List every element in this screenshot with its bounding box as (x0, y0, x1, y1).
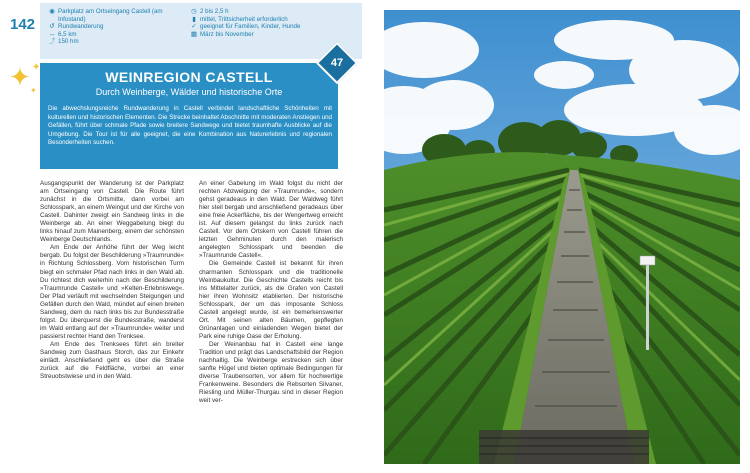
body-paragraph: Am Ende des Trenksees führt ein breiter Sandweg zum Gasthaus Storch, das zur Einkehr einlädt. Anschließend geht es über die Straße zurück auf die Feldfläche, vorbei an einer Streuobstwiese und in den Wald. (40, 340, 184, 381)
info-column-left (48, 8, 186, 46)
info-route-type: ↺ Rundwanderung (49, 23, 104, 31)
calendar-icon: ▦ (190, 30, 198, 38)
gate (479, 430, 649, 464)
sign-board (640, 256, 655, 265)
info-duration: ◷ 2 bis 2,5 h (191, 8, 229, 15)
info-column-right (190, 8, 358, 38)
info-suitability: ✓ geeignet für Familien, Kinder, Hunde (191, 23, 301, 31)
body-paragraph: Die Gemeinde Castell ist bekannt für ihren charmanten Schlosspark und die traditionelle Weinbaukultur. Die Geschichte Castells reicht bis ins Mittelalter zurück, als die Grafen von Castell hier ihren Wohnsitz etablierten. Der historische Schlosspark, der um das imposante Schloss Castell angelegt wurde, ist ein bemerkenswerter Ort. Mit seinen alten Bäumen, gepflegten Grünanlagen und einladenden Wegen bietet der Park eine ruhige Oase der Erholung. (199, 260, 343, 340)
info-elevation: ⤴ 150 hm (48, 38, 79, 46)
sparkle-small-icon: ✦ (30, 86, 37, 95)
vineyard-photo (384, 10, 740, 464)
elevation-icon: ⤴ (48, 38, 56, 46)
vineyard-photo-illustration (384, 10, 740, 464)
body-paragraph: Ausgangspunkt der Wanderung ist der Parkplatz am Ortseingang von Castell. Die Route führt zunächst in die Ortsmitte, dann vorbei am Schlosspark, an einem Weingut und der Kirche von Castell. Dahinter zweigt ein Sandweg links in die Weinberge ab. An einer Weggabelung biegt du links hinauf zum Mainenberg, einem der schönsten Weinberge Deutschlands. (40, 180, 184, 244)
info-difficulty: ▮ mittel, Trittsicherheit erforderlich (190, 16, 358, 24)
body-column-left (40, 180, 184, 381)
difficulty-icon: ▮ (192, 15, 196, 23)
page-number: 142 (10, 16, 36, 33)
body-column-right (199, 180, 343, 405)
tour-subtitle: Durch Weinberge, Wälder und historische Orte (95, 87, 283, 97)
tour-title-box (40, 63, 338, 169)
tour-intro: Die abwechslungsreiche Rundwanderung in Castell verbindet landschaftliche Schönheiten mit kulturellen und historischen Elementen. Die Strecke beinhaltet Abschnitte mit moderaten Anstiegen und Gefällen, führt über schmale Pfade sowie breitere Sandwege und bietet traumhafte Ausblicke auf die Umgebung. Die Tour ist für alle geeignet, die eine Kombination aus Naturerlebnis und regionalen Besonderheiten suchen. (48, 105, 332, 147)
info-start-point: ◉ Parkplatz am Ortseingang Castell (am Infostand) (49, 8, 163, 23)
like-icon: ✓ (191, 23, 197, 31)
tour-number: 47 (330, 57, 344, 69)
body-paragraph: Der Weinanbau hat in Castell eine lange Tradition und prägt das Landschaftsbild der Region nachhaltig. Die Weinberge erstrecken sich über sanfte Hügel und bieten optimale Bedingungen für diverse Traubensorten, vor allem für hochwertige Frankenweine. Besonders die Rebsorten Silvaner, Riesling und Müller-Thurgau sind in dieser Region weit ver- (199, 340, 343, 405)
route-icon: ↺ (49, 23, 55, 31)
info-distance: ↔ 6,5 km (48, 30, 77, 38)
distance-icon: ↔ (48, 30, 56, 38)
map-pin-icon: ◉ (49, 8, 55, 15)
body-paragraph: An einer Gabelung im Wald folgst du nicht der rechten Abzweigung der »Traumrunde«, sondern gehst geradeaus in den Wald. Der Waldweg führt hier steil bergab und anschließend geradeaus über eine freie Ackerfläche, bis der Wengertweg erreicht ist. Auf diesem gelangst du links zurück nach Castell. Vor dem Ortskern von Castell führen die letzten Gehminuten durch den malerisch angelegten Schlosspark und beenden die »Traumrunde Castell«. (199, 180, 343, 260)
tour-info-box (40, 3, 362, 59)
sign-post (646, 260, 649, 350)
clock-icon: ◷ (191, 8, 197, 15)
sparkle-icon: ✦ (9, 62, 31, 92)
tour-title: WEINREGION CASTELL (105, 69, 273, 85)
body-paragraph: Am Ende der Anhöhe führt der Weg leicht bergab. Du folgst der Beschilderung »Traumrunde« in Richtung Schlossberg. Vom historischen Turm biegt ein schmaler Pfad nach links in den Wald ab. Du richtest dich weiterhin nach der Beschilderung »Traumrunde Castell« und »Kelten-Erlebnisweg«. Der Pfad verläuft mit wechselnden Steigungen und Gefällen durch den Wald, mündet auf einen breiten Sandweg, dem du nach links bis zur Bundesstraße folgst. Du überquerst die Bundesstraße, wanderst im Wald entlang auf der »Traumrunde« weiter und passierst rechter Hand den Trenksee. (40, 244, 184, 340)
sparkle-small-icon: ✦ (32, 62, 41, 73)
info-season: ▦ März bis November (190, 30, 254, 38)
